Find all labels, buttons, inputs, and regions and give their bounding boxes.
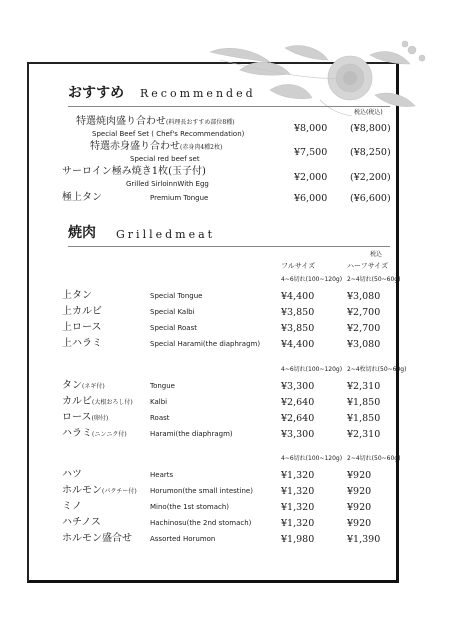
price-half: ¥920 bbox=[347, 486, 372, 497]
item-name-jp: ハツ bbox=[62, 469, 82, 480]
item-name-jp: ハラミ bbox=[62, 428, 92, 439]
item-name-en: Grilled SirloinnWith Egg bbox=[126, 180, 209, 188]
item-note: (料理長おすすめ部位8種) bbox=[166, 119, 235, 126]
price-with-tax: (¥8,250) bbox=[350, 147, 391, 158]
item-name-en: Hachinosu(the 2nd stomach) bbox=[150, 519, 252, 527]
price-full: ¥8,000 bbox=[294, 123, 328, 134]
price-full: ¥6,000 bbox=[294, 193, 328, 204]
item-name-en: Special Harami(the diaphragm) bbox=[150, 340, 261, 348]
item-note: (大根おろし付) bbox=[92, 399, 133, 406]
item-name-en: Special red beef set bbox=[130, 155, 200, 163]
price-with-tax: (¥2,200) bbox=[350, 172, 391, 183]
price-half: ¥3,080 bbox=[347, 339, 381, 350]
item-name-jp: 上カルビ bbox=[62, 306, 102, 317]
item-name-en: Special Tongue bbox=[150, 292, 203, 300]
price-half: ¥2,310 bbox=[347, 429, 381, 440]
item-name-jp: 上ロース bbox=[62, 322, 102, 333]
item-name-en: Premium Tongue bbox=[150, 194, 209, 202]
item-name-en: Special Beef Set ( Chef's Recommendation) bbox=[92, 130, 245, 138]
price-full: ¥4,400 bbox=[281, 339, 315, 350]
price-half: ¥920 bbox=[347, 502, 372, 513]
price-half: ¥920 bbox=[347, 518, 372, 529]
item-name-en: Special Kalbi bbox=[150, 308, 195, 316]
price-full: ¥1,320 bbox=[281, 502, 315, 513]
recommended-tax-note: 税込(税込) bbox=[354, 109, 383, 116]
price-half: ¥1,850 bbox=[347, 397, 381, 408]
item-name-jp: ロース bbox=[62, 412, 92, 423]
price-full: ¥1,320 bbox=[281, 486, 315, 497]
item-name-jp: カルビ bbox=[62, 396, 92, 407]
price-full: ¥7,500 bbox=[294, 147, 328, 158]
item-name-jp: ハチノス bbox=[62, 517, 101, 528]
price-full: ¥2,000 bbox=[294, 172, 328, 183]
column-header-full: フルサイズ bbox=[281, 262, 316, 270]
item-name-en: Harami(the diaphragm) bbox=[150, 430, 233, 438]
price-half: ¥1,390 bbox=[347, 534, 381, 545]
grilled-title-en: Grilledmeat bbox=[116, 228, 216, 241]
price-full: ¥1,320 bbox=[281, 518, 315, 529]
price-full: ¥2,640 bbox=[281, 397, 315, 408]
column-header-half: ハーフサイズ bbox=[347, 262, 389, 270]
price-full: ¥2,640 bbox=[281, 413, 315, 424]
price-half: ¥2,700 bbox=[347, 307, 381, 318]
size-note-full: 4~6切れ(100~120g) bbox=[281, 455, 343, 462]
size-note-half: 2~4枚切れ(50~60g) bbox=[347, 366, 407, 373]
item-name-en: Special Roast bbox=[150, 324, 197, 332]
item-name-jp: 特選焼肉盛り合わせ bbox=[76, 116, 166, 127]
price-half: ¥3,080 bbox=[347, 291, 381, 302]
size-note-half: 2~4切れ(50~60g) bbox=[347, 276, 401, 283]
price-full: ¥1,320 bbox=[281, 470, 315, 481]
item-name-jp: 特選赤身盛り合わせ bbox=[90, 141, 180, 152]
item-name-en: Assorted Horumon bbox=[150, 535, 216, 543]
price-full: ¥3,300 bbox=[281, 429, 315, 440]
item-name-jp: サーロイン極み焼き1枚 bbox=[62, 166, 169, 177]
item-name-jp: 上ハラミ bbox=[62, 338, 102, 349]
price-half: ¥2,310 bbox=[347, 381, 381, 392]
item-name-jp: ホルモン盛合せ bbox=[62, 533, 132, 544]
item-note: (ネギ付) bbox=[82, 383, 105, 390]
grilled-title-jp: 焼肉 bbox=[68, 225, 96, 241]
size-note-full: 4~6切れ(100~120g) bbox=[281, 276, 343, 283]
price-full: ¥3,850 bbox=[281, 307, 315, 318]
price-half: ¥1,850 bbox=[347, 413, 381, 424]
price-full: ¥3,300 bbox=[281, 381, 315, 392]
item-note: (ニンニク付) bbox=[92, 431, 127, 438]
floral-decoration bbox=[200, 40, 430, 120]
grilled-divider bbox=[68, 246, 390, 247]
item-name-en: Tongue bbox=[150, 382, 175, 390]
item-name-jp: ホルモン bbox=[62, 485, 102, 496]
price-with-tax: (¥6,600) bbox=[350, 193, 391, 204]
grilled-tax-note: 税込 bbox=[370, 251, 383, 258]
item-name-en: Horumon(the small intestine) bbox=[150, 487, 253, 495]
item-name-en: Hearts bbox=[150, 471, 174, 479]
item-name-en: Kalbi bbox=[150, 398, 168, 406]
recommended-divider bbox=[68, 106, 390, 107]
price-full: ¥3,850 bbox=[281, 323, 315, 334]
item-name-jp: 極上タン bbox=[62, 192, 102, 203]
item-name-jp: ミノ bbox=[62, 501, 82, 512]
item-name-en: Mino(the 1st stomach) bbox=[150, 503, 230, 511]
size-note-half: 2~4切れ(50~60g) bbox=[347, 455, 401, 462]
item-note: (玉子付) bbox=[168, 166, 206, 177]
price-with-tax: (¥8,800) bbox=[350, 123, 391, 134]
recommended-title-jp: おすすめ bbox=[68, 85, 125, 101]
item-note: (赤身肉4種2枚) bbox=[180, 144, 223, 151]
price-full: ¥1,980 bbox=[281, 534, 315, 545]
item-note: (卵付) bbox=[91, 415, 109, 422]
item-name-jp: 上タン bbox=[62, 290, 92, 301]
recommended-title-en: Recommended bbox=[140, 87, 256, 100]
item-name-en: Roast bbox=[150, 414, 170, 422]
size-note-full: 4~6切れ(100~120g) bbox=[281, 366, 343, 373]
price-half: ¥920 bbox=[347, 470, 372, 481]
item-note: (パクチー付) bbox=[102, 488, 137, 495]
price-full: ¥4,400 bbox=[281, 291, 315, 302]
price-half: ¥2,700 bbox=[347, 323, 381, 334]
item-name-jp: タン bbox=[62, 380, 82, 391]
